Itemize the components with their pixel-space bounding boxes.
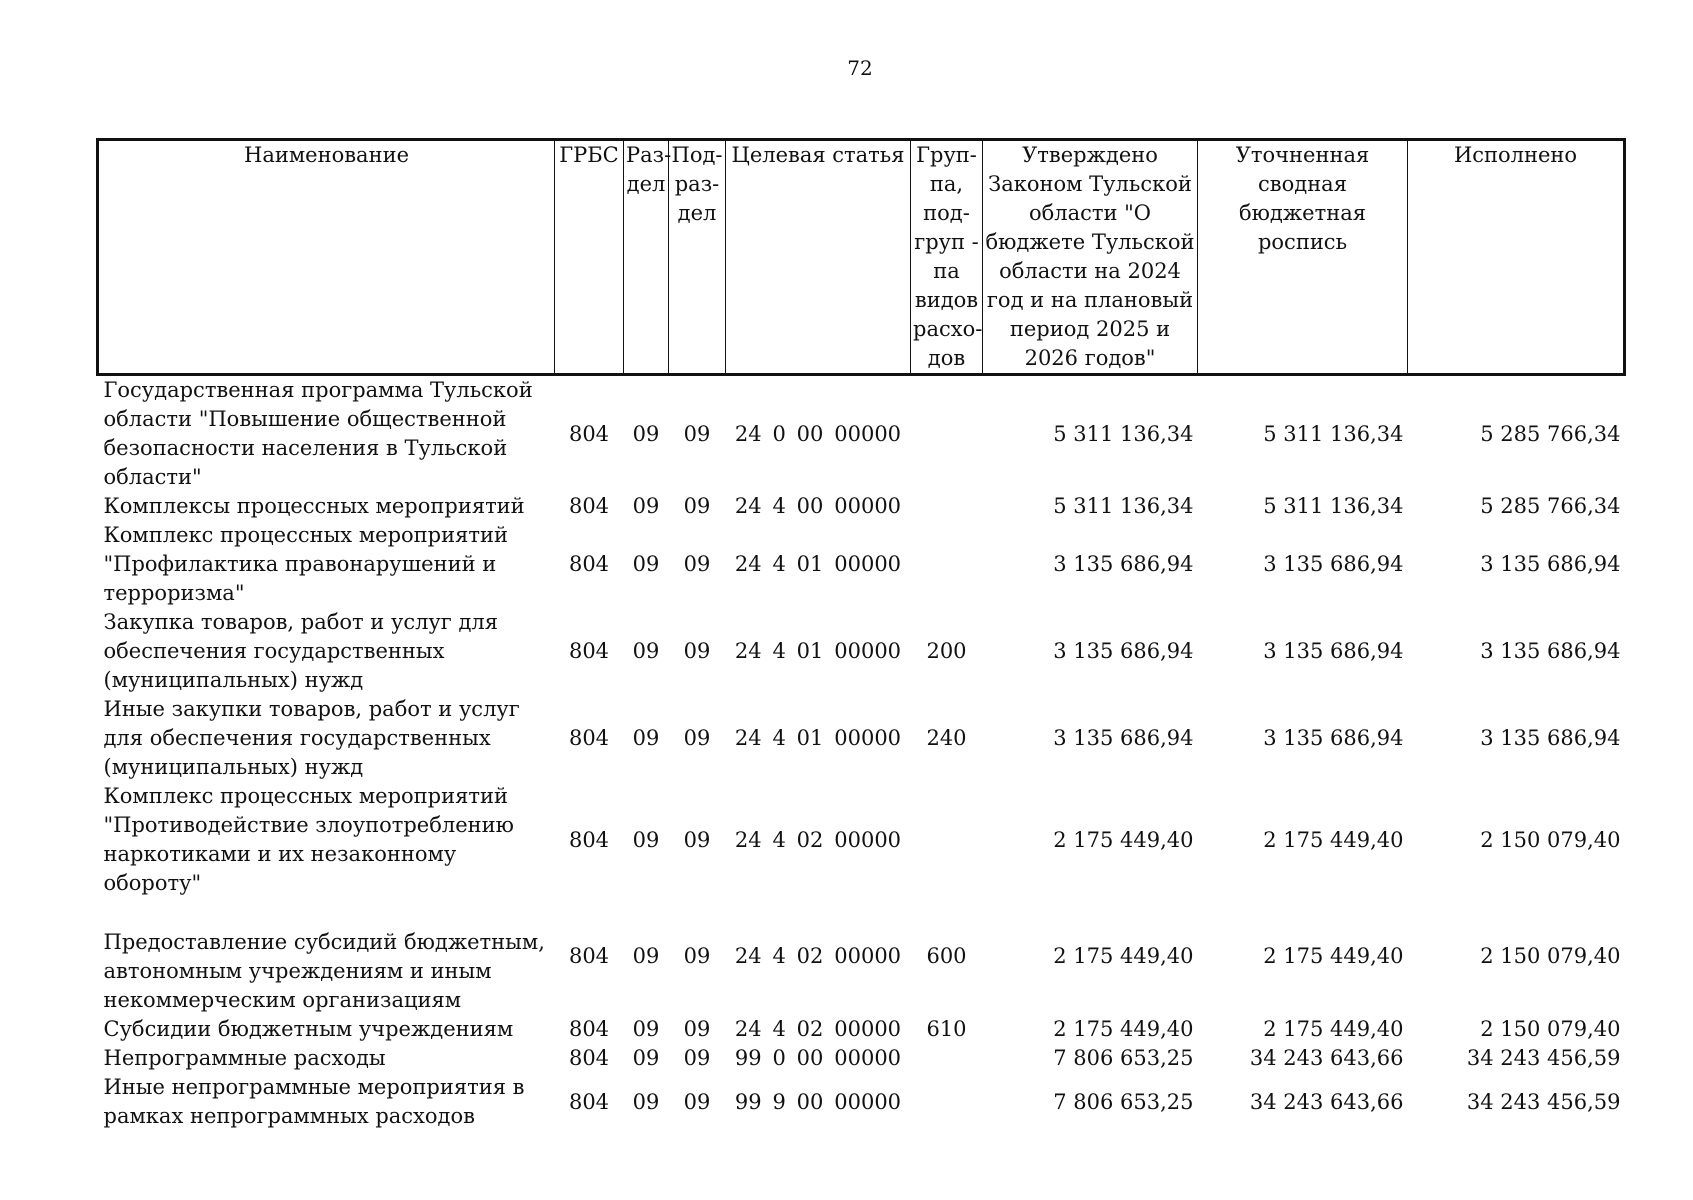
target-article-part: 4 (772, 944, 786, 968)
row-name: Комплекс процессных мероприятий "Профилактика правонарушений и терроризма" (103, 523, 508, 605)
row-refined: 5 311 136,34 (1263, 494, 1404, 518)
row-refined: 2 175 449,40 (1263, 1017, 1404, 1041)
table-body (98, 375, 1625, 1132)
row-podrazdel: 09 (683, 639, 711, 663)
target-article-part: 4 (772, 1017, 786, 1041)
target-article-part: 0 (772, 1046, 786, 1070)
target-article-part: 24 (734, 726, 762, 750)
row-target-article (726, 375, 911, 493)
target-article-part: 00000 (834, 421, 902, 446)
target-article-part: 00000 (834, 1017, 902, 1041)
row-name: Предоставление субсидий бюджетным, автономным учреждениям и иным некоммерческим организациям (103, 930, 545, 1012)
row-approved: 3 135 686,94 (1053, 639, 1194, 663)
row-group: 600 (926, 944, 967, 968)
row-podrazdel: 09 (683, 552, 711, 576)
row-grbs: 804 (568, 726, 610, 750)
row-group: 200 (926, 639, 967, 663)
row-refined: 3 135 686,94 (1263, 552, 1404, 576)
target-article-part: 24 (734, 552, 762, 576)
table-row (98, 1073, 1625, 1131)
row-refined: 3 135 686,94 (1263, 726, 1404, 750)
row-group (911, 1044, 983, 1073)
table-row (98, 375, 1625, 493)
target-article-part: 24 (734, 639, 762, 663)
header-group: Груп-па, под-груп - па видов расхо-дов (911, 140, 983, 375)
table-row (98, 695, 1625, 782)
row-refined: 2 175 449,40 (1263, 944, 1404, 968)
row-grbs: 804 (568, 1046, 610, 1070)
target-article-part: 00000 (834, 944, 902, 968)
target-article-part: 24 (734, 494, 762, 518)
row-group (911, 521, 983, 608)
header-razdel: Раз-дел (624, 140, 669, 375)
row-approved: 7 806 653,25 (1053, 1089, 1194, 1114)
row-group: 610 (926, 1017, 967, 1041)
target-article-part: 24 (734, 944, 762, 968)
row-podrazdel: 09 (683, 1089, 711, 1114)
row-executed: 3 135 686,94 (1480, 726, 1621, 750)
target-article-part: 0 (772, 421, 786, 446)
row-approved: 3 135 686,94 (1053, 726, 1194, 750)
row-executed: 3 135 686,94 (1480, 639, 1621, 663)
row-grbs: 804 (568, 1017, 610, 1041)
row-refined: 5 311 136,34 (1263, 421, 1404, 446)
row-group (911, 782, 983, 898)
target-article-part: 01 (796, 552, 824, 576)
row-group (911, 1073, 983, 1131)
row-executed: 34 243 456,59 (1466, 1046, 1621, 1070)
target-article-part: 02 (796, 1017, 824, 1041)
header-grbs: ГРБС (555, 140, 624, 375)
row-podrazdel: 09 (683, 1017, 711, 1041)
row-approved: 2 175 449,40 (1053, 944, 1194, 968)
row-grbs: 804 (568, 827, 610, 852)
table-row (98, 521, 1625, 608)
row-podrazdel: 09 (683, 494, 711, 518)
row-podrazdel: 09 (683, 726, 711, 750)
target-article-part: 00000 (834, 1046, 902, 1070)
target-article-part: 00000 (834, 552, 902, 576)
target-article-part: 00000 (834, 1089, 902, 1114)
target-article-part: 00 (796, 494, 824, 518)
row-executed: 3 135 686,94 (1480, 552, 1621, 576)
target-article-part: 9 (772, 1089, 786, 1114)
row-razdel: 09 (632, 827, 660, 852)
target-article-part: 00 (796, 421, 824, 446)
row-name: Государственная программа Тульской области "Повышение общественной безопасности населения в Тульской области" (103, 378, 533, 489)
row-razdel: 09 (632, 639, 660, 663)
table-row (98, 1015, 1625, 1044)
row-target-article (726, 1015, 911, 1044)
row-refined: 2 175 449,40 (1263, 827, 1404, 852)
row-name: Непрограммные расходы (103, 1046, 386, 1070)
table-row (98, 898, 1625, 1015)
row-refined: 3 135 686,94 (1263, 639, 1404, 663)
row-refined: 34 243 643,66 (1249, 1046, 1404, 1070)
row-grbs: 804 (568, 1089, 610, 1114)
row-grbs: 804 (568, 639, 610, 663)
row-podrazdel: 09 (683, 827, 711, 852)
row-target-article (726, 898, 911, 1015)
header-name: Наименование (98, 140, 555, 375)
table-header (98, 140, 1625, 375)
header-target: Целевая статья (726, 140, 911, 375)
row-grbs: 804 (568, 494, 610, 518)
target-article-part: 99 (734, 1089, 762, 1114)
table-row (98, 608, 1625, 695)
row-razdel: 09 (632, 421, 660, 446)
row-name: Комплексы процессных мероприятий (103, 494, 525, 518)
header-podrazdel: Под-раз-дел (669, 140, 726, 375)
header-executed: Исполнено (1408, 140, 1625, 375)
row-razdel: 09 (632, 1089, 660, 1114)
table-row (98, 1044, 1625, 1073)
row-approved: 7 806 653,25 (1053, 1046, 1194, 1070)
target-article-part: 02 (796, 827, 824, 852)
row-razdel: 09 (632, 1017, 660, 1041)
row-name: Иные непрограммные мероприятия в рамках непрограммных расходов (103, 1075, 525, 1128)
row-executed: 2 150 079,40 (1480, 1017, 1621, 1041)
target-article-part: 00000 (834, 494, 902, 518)
row-target-article (726, 782, 911, 898)
target-article-part: 4 (772, 639, 786, 663)
target-article-part: 99 (734, 1046, 762, 1070)
page-number: 72 (847, 56, 873, 80)
target-article-part: 00000 (834, 639, 902, 663)
row-razdel: 09 (632, 552, 660, 576)
row-podrazdel: 09 (683, 1046, 711, 1070)
row-target-article (726, 492, 911, 521)
table-row (98, 492, 1625, 521)
row-executed: 5 285 766,34 (1480, 421, 1621, 446)
header-refined: Уточненная сводная бюджетная роспись (1198, 140, 1408, 375)
row-podrazdel: 09 (683, 944, 711, 968)
row-target-article (726, 608, 911, 695)
row-group: 240 (926, 726, 967, 750)
row-executed: 5 285 766,34 (1480, 494, 1621, 518)
row-name: Иные закупки товаров, работ и услуг для обеспечения государственных (муниципальных) нужд (103, 697, 520, 779)
table-row (98, 782, 1625, 898)
target-article-part: 00000 (834, 827, 902, 852)
target-article-part: 00 (796, 1089, 824, 1114)
row-razdel: 09 (632, 726, 660, 750)
target-article-part: 4 (772, 494, 786, 518)
target-article-part: 01 (796, 639, 824, 663)
row-razdel: 09 (632, 494, 660, 518)
target-article-part: 00 (796, 1046, 824, 1070)
target-article-part: 4 (772, 726, 786, 750)
budget-table (96, 138, 1626, 1131)
row-group (911, 375, 983, 493)
row-name: Закупка товаров, работ и услуг для обеспечения государственных (муниципальных) нужд (103, 610, 498, 692)
row-approved: 5 311 136,34 (1053, 421, 1194, 446)
target-article-part: 01 (796, 726, 824, 750)
row-name: Комплекс процессных мероприятий "Противодействие злоупотреблению наркотиками и их незаконному обороту" (103, 784, 514, 895)
row-razdel: 09 (632, 1046, 660, 1070)
row-executed: 2 150 079,40 (1480, 944, 1621, 968)
target-article-part: 00000 (834, 726, 902, 750)
row-approved: 5 311 136,34 (1053, 494, 1194, 518)
target-article-part: 4 (772, 552, 786, 576)
row-executed: 2 150 079,40 (1480, 827, 1621, 852)
row-group (911, 492, 983, 521)
row-approved: 2 175 449,40 (1053, 1017, 1194, 1041)
row-approved: 3 135 686,94 (1053, 552, 1194, 576)
row-grbs: 804 (568, 421, 610, 446)
row-razdel: 09 (632, 944, 660, 968)
target-article-part: 24 (734, 827, 762, 852)
target-article-part: 24 (734, 1017, 762, 1041)
row-approved: 2 175 449,40 (1053, 827, 1194, 852)
target-article-part: 4 (772, 827, 786, 852)
row-podrazdel: 09 (683, 421, 711, 446)
row-target-article (726, 521, 911, 608)
row-name: Субсидии бюджетным учреждениям (103, 1017, 514, 1041)
row-grbs: 804 (568, 552, 610, 576)
target-article-part: 02 (796, 944, 824, 968)
row-refined: 34 243 643,66 (1249, 1089, 1404, 1114)
row-executed: 34 243 456,59 (1466, 1089, 1621, 1114)
row-target-article (726, 1073, 911, 1131)
row-grbs: 804 (568, 944, 610, 968)
target-article-part: 24 (734, 421, 762, 446)
row-target-article (726, 1044, 911, 1073)
header-approved: Утверждено Законом Тульской области "О бюджете Тульской области на 2024 год и на плановый период 2025 и 2026 годов" (983, 140, 1198, 375)
row-target-article (726, 695, 911, 782)
